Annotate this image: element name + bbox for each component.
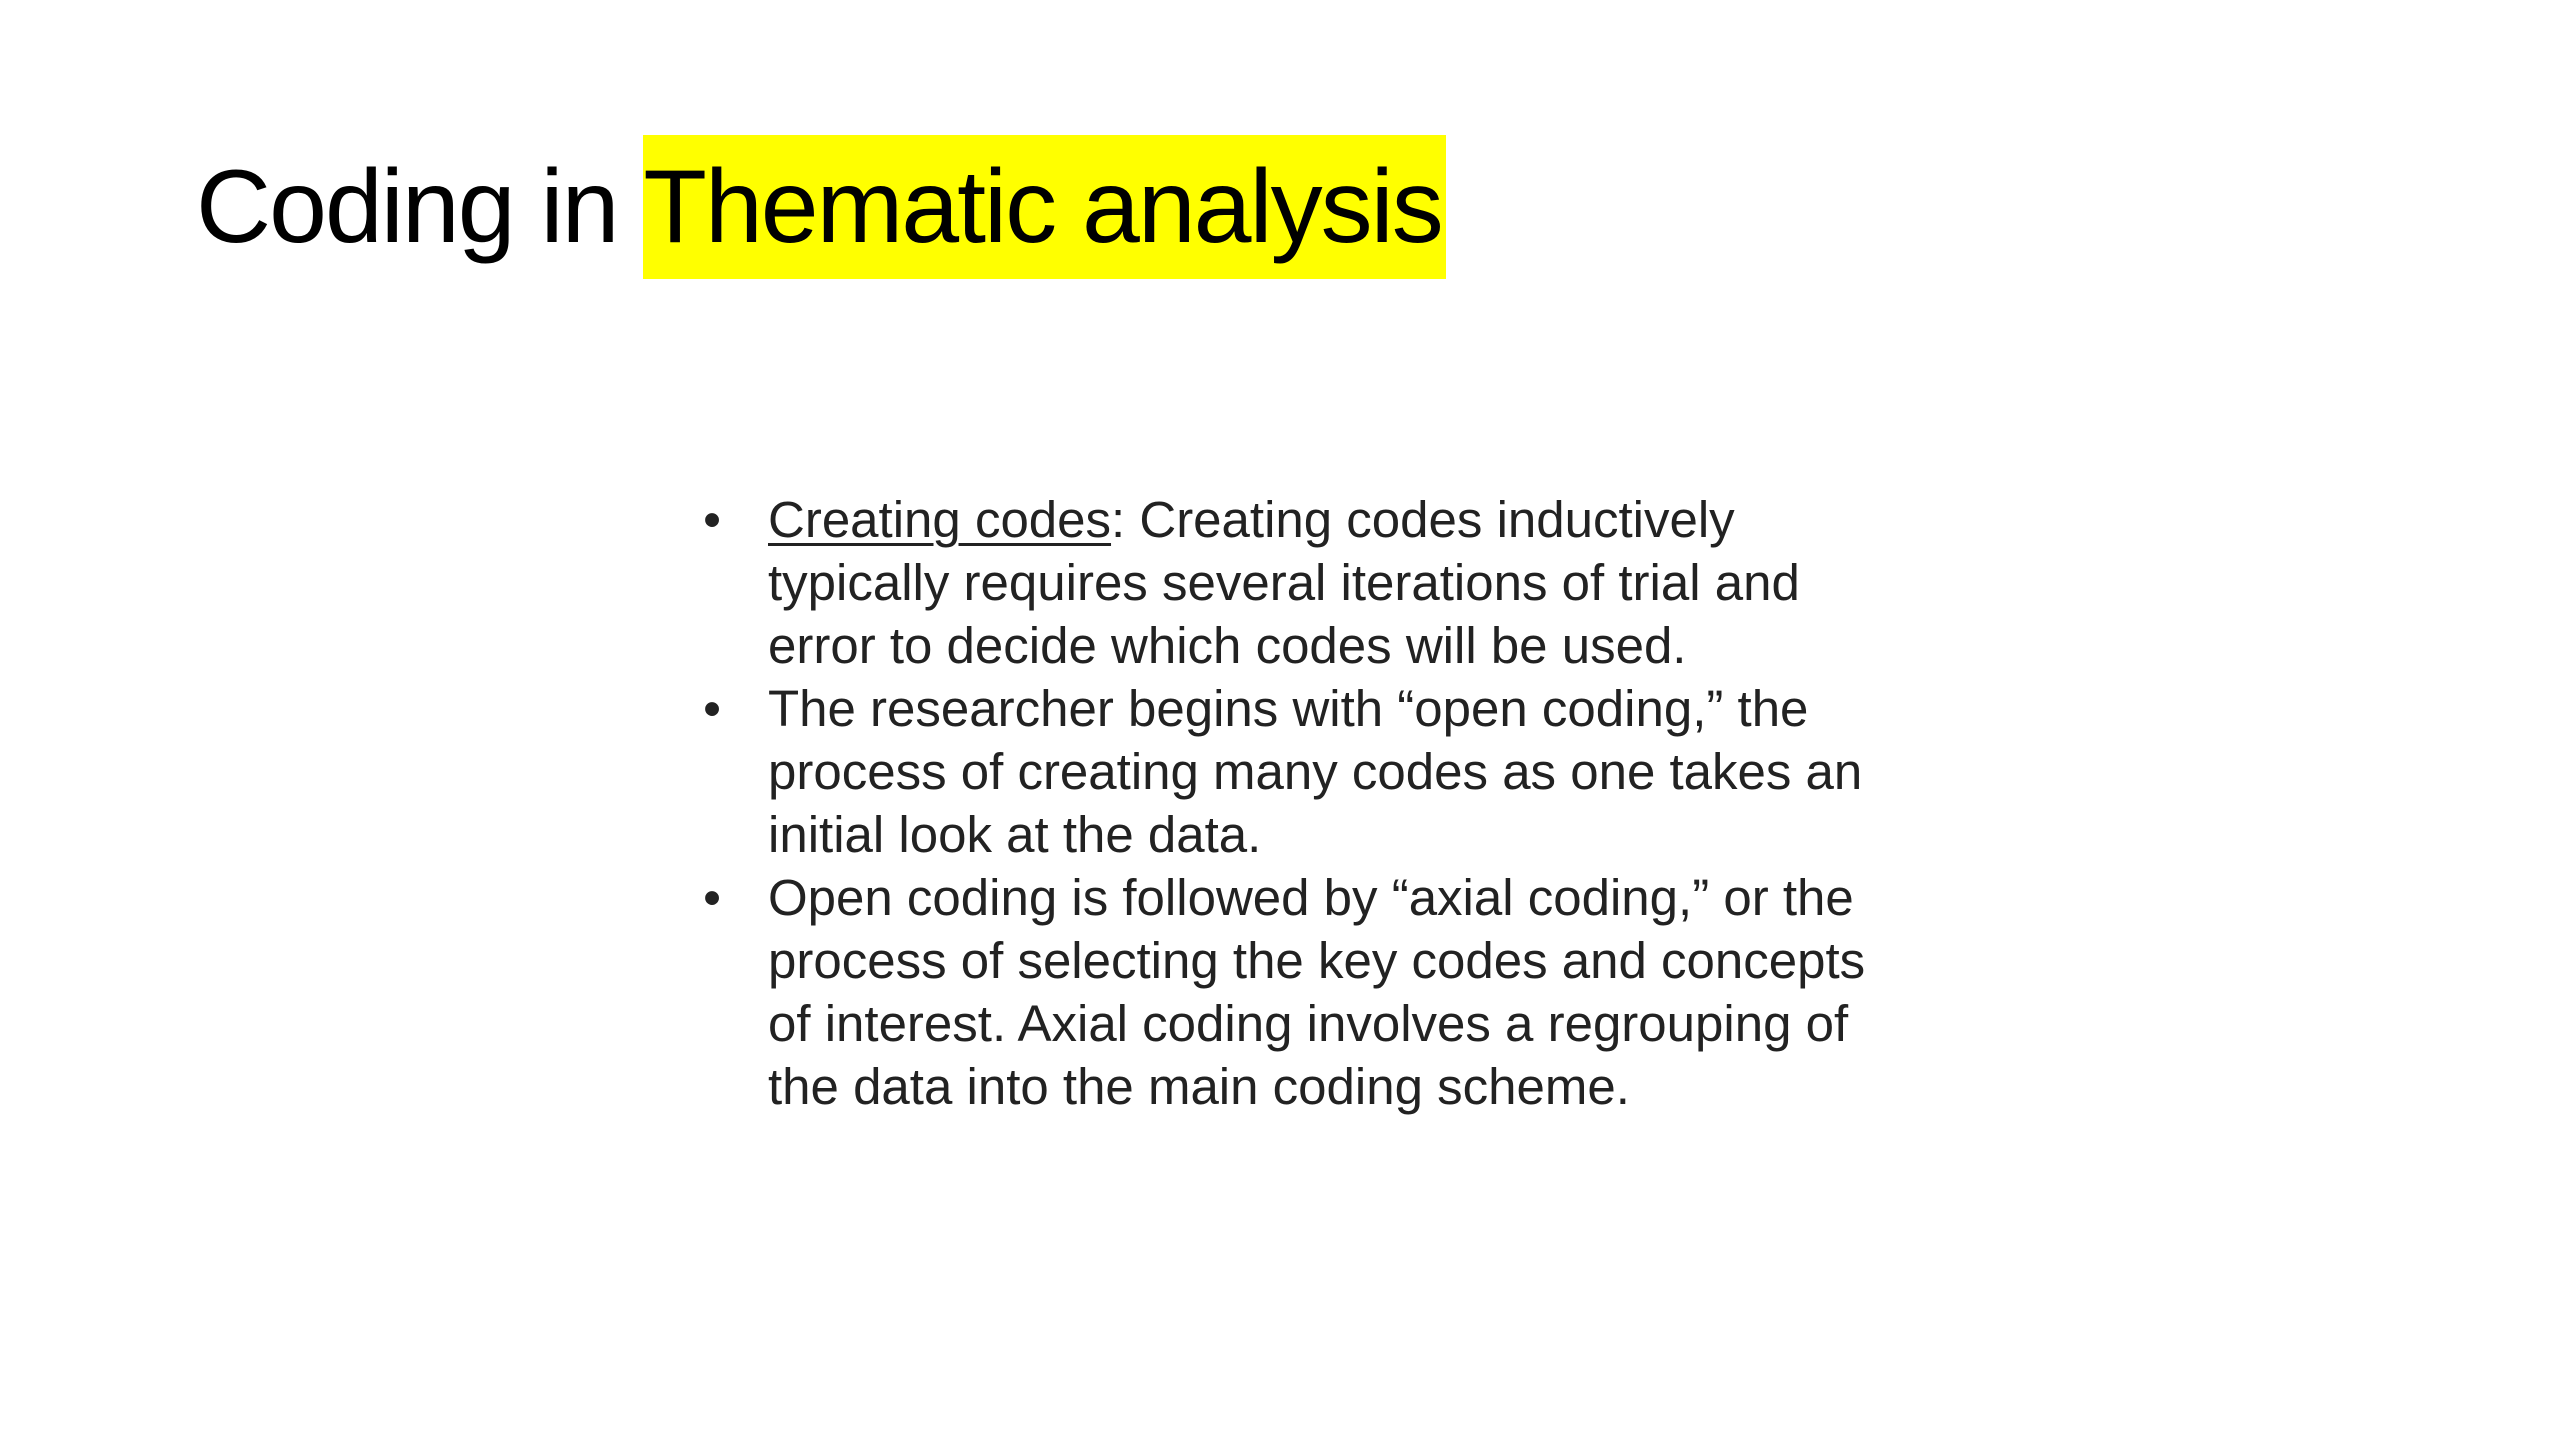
bullet-text: Open coding is followed by “axial coding,” or the process of selecting the key codes and concepts of interest. Axial coding involves a regrouping of the data into the main coding scheme. <box>768 869 1866 1115</box>
bullet-item <box>700 677 1920 866</box>
bullet-text: The researcher begins with “open coding,” the process of creating many codes as one takes an initial look at the data. <box>768 680 1863 863</box>
bullet-text: : Creating codes inductively typically requires several iterations of trial and error to decide which codes will be used. <box>768 491 1800 674</box>
slide-title <box>196 132 1446 282</box>
bullet-icon: • <box>703 491 721 548</box>
title-highlighted-text: Thematic analysis <box>643 135 1445 279</box>
bullet-list <box>700 488 1920 1118</box>
bullet-item <box>700 866 1920 1118</box>
bullet-lead-text: Creating codes <box>768 491 1112 548</box>
bullet-icon: • <box>703 869 721 926</box>
bullet-item <box>700 488 1920 677</box>
bullet-icon: • <box>703 680 721 737</box>
title-text: Coding in <box>196 148 618 265</box>
